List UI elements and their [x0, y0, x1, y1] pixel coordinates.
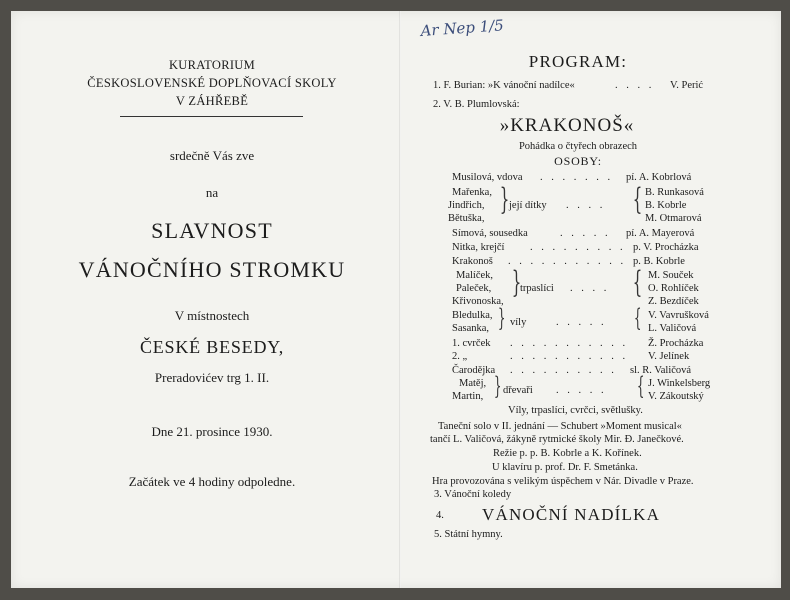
cast-role: Martin, — [452, 391, 484, 402]
handwritten-archive-note: Ar Nep 1/5 — [420, 16, 505, 40]
cast-role: Bětuška, — [448, 213, 485, 224]
program-item-1-performer: V. Perić — [670, 80, 704, 91]
cast-role: Matěj, — [459, 378, 487, 389]
cast-dots: . . . . — [566, 200, 606, 211]
brace-right: { — [632, 265, 643, 300]
cast-role: Símová, sousedka — [452, 228, 528, 239]
cast-role: Mařenka, — [452, 187, 492, 198]
play-title: »KRAKONOŠ« — [499, 115, 635, 136]
dance-note-1: Taneční solo v II. jednání — Schubert »Moment musical« — [438, 421, 682, 432]
cast-role: Křivonoska, — [452, 296, 504, 307]
cast-actor: B. Runkasová — [645, 187, 704, 198]
brace-left: } — [499, 182, 510, 217]
start-time: Začátek ve 4 hodiny odpoledne. — [128, 474, 296, 489]
cast-actor: pí. A. Kobrlová — [626, 172, 692, 183]
cast-role: Malíček, — [456, 270, 494, 281]
cast-dots: . . . . . — [560, 228, 611, 239]
na-text: na — [205, 185, 219, 200]
cast-actor: Ž. Procházka — [648, 338, 704, 349]
cast-role: Nitka, krejčí — [452, 242, 505, 253]
cast-actor: V. Zákoutský — [648, 391, 704, 402]
cast-actor: J. Winkelsberg — [648, 378, 711, 389]
cast-role: 2. „ — [452, 351, 468, 362]
brace-right: { — [633, 304, 642, 332]
direction-credit: Režie p. p. B. Kobrle a K. Kořínek. — [493, 448, 642, 459]
cast-actor: M. Otmarová — [645, 213, 702, 224]
cast-dots: . . . . . . . . . . . — [508, 256, 627, 267]
cast-actor: pí. A. Mayerová — [626, 228, 695, 239]
cast-dots: . . . . . . . . . — [530, 242, 626, 253]
cast-role: Jindřich, — [448, 200, 485, 211]
brace-left: } — [497, 304, 506, 332]
invite-text: srdečně Vás zve — [169, 148, 255, 163]
cast-actor: Z. Bezdíček — [648, 296, 699, 307]
kuratorium-line-2: ČESKOSLOVENSKÉ DOPLŇOVACÍ SKOLY — [87, 76, 337, 90]
cast-actor: p. B. Kobrle — [633, 256, 685, 267]
venue-intro: V místnostech — [174, 308, 250, 323]
cast-actor: B. Kobrle — [645, 200, 687, 211]
cast-actor: O. Rohlíček — [648, 283, 699, 294]
cast-dots: . . . . . — [556, 317, 607, 328]
dance-note-2: tančí L. Valičová, žákyně rytmické školy Mir. Đ. Janečkové. — [430, 434, 684, 445]
page-fold — [399, 11, 401, 588]
program-item-1-dots: . . . . — [615, 80, 655, 91]
kuratorium-line-1: KURATORIUM — [168, 58, 256, 72]
play-subtitle: Pohádka o čtyřech obrazech — [518, 141, 638, 152]
brace-right: { — [632, 182, 643, 217]
brace-left: } — [511, 265, 522, 300]
cast-group-label: trpaslíci — [520, 283, 554, 294]
cast-actor: sl. R. Valičová — [630, 365, 692, 376]
cast-actor: M. Souček — [648, 270, 694, 281]
title-stromku: VÁNOČNÍHO STROMKU — [78, 257, 346, 282]
cast-group-label: dřevaři — [503, 385, 533, 396]
brace-right: { — [636, 372, 645, 400]
cast-role: Paleček, — [456, 283, 492, 294]
cast-dots: . . . . . — [556, 385, 607, 396]
cast-actor: p. V. Procházka — [633, 242, 699, 253]
title-slavnost: SLAVNOST — [151, 218, 273, 243]
cast-dots: . . . . — [570, 283, 610, 294]
cast-group-label: její dítky — [509, 200, 547, 211]
cast-actor: L. Valičová — [648, 323, 697, 334]
cast-dots: . . . . . . . . . . . — [510, 351, 629, 362]
cast-role: Sasanka, — [452, 323, 490, 334]
event-date: Dne 21. prosince 1930. — [151, 424, 273, 439]
program-heading: PROGRAM: — [528, 52, 628, 71]
performance-note: Hra provozována s velikým úspěchem v Nár. Divadle v Praze. — [432, 476, 694, 487]
program-item-3: 3. Vánoční koledy — [434, 489, 512, 500]
cast-heading: OSOBY: — [554, 154, 602, 168]
kuratorium-line-3: V ZÁHŘEBĚ — [175, 94, 249, 108]
piano-credit: U klavíru p. prof. Dr. F. Smetánka. — [492, 462, 638, 473]
divider-rule — [120, 116, 303, 117]
cast-role: 1. cvrček — [452, 338, 491, 349]
venue-name: ČESKÉ BESEDY, — [139, 337, 285, 357]
cast-dots: . . . . . . . . . . . — [510, 338, 629, 349]
cast-role: Čarodějka — [452, 365, 496, 376]
cast-role: Musilová, vdova — [452, 172, 523, 183]
program-item-2: 2. V. B. Plumlovská: — [433, 99, 520, 110]
cast-actor: V. Vavrušková — [648, 310, 709, 321]
program-item-5: 5. Státní hymny. — [434, 529, 503, 540]
program-item-4-number: 4. — [436, 510, 444, 521]
cast-dots: . . . . . . . — [540, 172, 614, 183]
cast-actor: V. Jelínek — [648, 351, 690, 362]
cast-dots: . . . . . . . . . . — [510, 365, 617, 376]
cast-role: Bledulka, — [452, 310, 493, 321]
program-item-1: 1. F. Burian: »K vánoční nadílce« — [433, 80, 575, 91]
program-item-4-title: VÁNOČNÍ NADÍLKA — [482, 505, 661, 524]
cast-extras: Víly, trpaslíci, cvrčci, světlušky. — [508, 405, 643, 416]
address: Preradovićev trg 1. II. — [154, 370, 270, 385]
cast-role: Krakonoš — [452, 256, 493, 267]
brace-left: } — [493, 372, 502, 400]
cast-group-label: víly — [510, 317, 527, 328]
